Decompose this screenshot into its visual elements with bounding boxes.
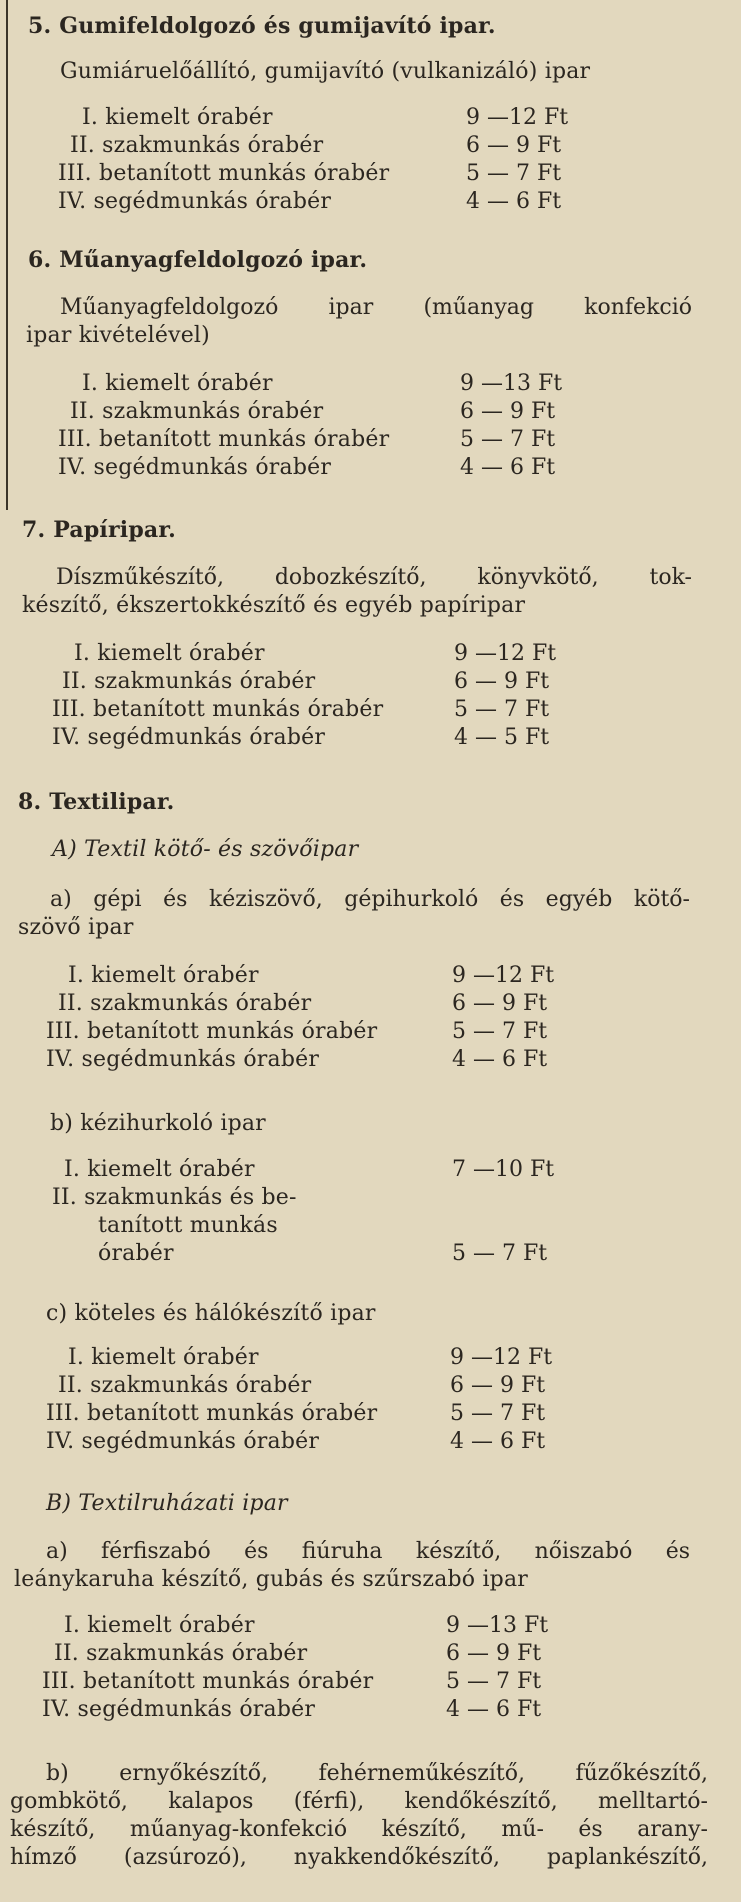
section-8-a-b-row-1-label: I. kiemelt órabér	[64, 1157, 255, 1182]
section-8-a-a-row-4-label: IV. segédmunkás órabér	[46, 1047, 320, 1072]
section-6-row-4-label: IV. segédmunkás órabér	[58, 455, 332, 480]
section-8-b-b-line-3: készítő, műanyag-konfekció készítő, mű- és arany-	[10, 1817, 708, 1842]
section-7-row-3-label: III. betanított munkás órabér	[52, 697, 384, 722]
section-8-b-b-line-2: gombkötő, kalapos (férfi), kendőkészítő, melltartó-	[10, 1789, 708, 1814]
section-5-row-4-rate: 4 — 6 Ft	[466, 189, 562, 214]
section-8-a-b-description: b) kézihurkoló ipar	[50, 1111, 266, 1136]
section-7-description-line-2: készítő, ékszertokkészítő és egyéb papíripar	[22, 593, 526, 618]
section-8-b-a-row-2-label: II. szakmunkás órabér	[54, 1641, 308, 1666]
margin-rule	[6, 0, 8, 510]
section-8-a-a-row-4-rate: 4 — 6 Ft	[452, 1047, 548, 1072]
section-7-row-3-rate: 5 — 7 Ft	[454, 697, 550, 722]
section-7-row-1-rate: 9 —12 Ft	[454, 641, 557, 666]
section-8-a-a-description-line-2: szövő ipar	[18, 915, 134, 940]
section-5-row-2-label: II. szakmunkás órabér	[70, 133, 324, 158]
section-8-title: 8. Textilipar.	[18, 789, 175, 815]
section-8-a-b-row-2-label-line-1: II. szakmunkás és be-	[52, 1185, 297, 1210]
section-8-b-a-row-3-label: III. betanított munkás órabér	[42, 1669, 374, 1694]
section-6-row-3-rate: 5 — 7 Ft	[460, 427, 556, 452]
section-8-a-c-row-2-rate: 6 — 9 Ft	[450, 1373, 546, 1398]
section-8-a-b-row-1-rate: 7 —10 Ft	[452, 1157, 555, 1182]
section-8-b-heading: B) Textilruházati ipar	[46, 1491, 288, 1516]
section-8-a-b-row-2-label-line-2: tanított munkás	[98, 1213, 278, 1238]
section-5-row-1-label: I. kiemelt órabér	[82, 105, 273, 130]
section-5-row-2-rate: 6 — 9 Ft	[466, 133, 562, 158]
section-5-title: 5. Gumifeldolgozó és gumijavító ipar.	[28, 13, 496, 39]
section-6-title: 6. Műanyagfeldolgozó ipar.	[28, 247, 368, 273]
section-8-a-a-row-3-label: III. betanított munkás órabér	[46, 1019, 378, 1044]
section-8-a-c-row-3-rate: 5 — 7 Ft	[450, 1401, 546, 1426]
section-8-a-a-row-3-rate: 5 — 7 Ft	[452, 1019, 548, 1044]
section-6-description-line-1: Műanyagfeldolgozó ipar (műanyag konfekció	[60, 295, 692, 320]
section-7-row-1-label: I. kiemelt órabér	[74, 641, 265, 666]
section-8-a-c-row-1-label: I. kiemelt órabér	[68, 1345, 259, 1370]
section-8-a-a-row-2-label: II. szakmunkás órabér	[58, 991, 312, 1016]
section-8-b-a-description-line-2: leánykaruha készítő, gubás és szűrszabó ipar	[14, 1567, 528, 1592]
section-8-b-b-line-4: hímző (azsúrozó), nyakkendőkészítő, paplankészítő,	[10, 1845, 708, 1870]
section-5-description: Gumiáruelőállító, gumijavító (vulkanizáló) ipar	[60, 59, 591, 84]
section-6-row-2-rate: 6 — 9 Ft	[460, 399, 556, 424]
section-8-b-a-row-3-rate: 5 — 7 Ft	[446, 1669, 542, 1694]
section-8-a-b-row-2-label-line-3: órabér	[98, 1241, 174, 1266]
section-7-title: 7. Papíripar.	[22, 517, 176, 543]
section-5-row-4-label: IV. segédmunkás órabér	[58, 189, 332, 214]
section-8-a-c-description: c) köteles és hálókészítő ipar	[46, 1301, 376, 1326]
section-6-row-3-label: III. betanított munkás órabér	[58, 427, 390, 452]
section-8-a-a-description-line-1: a) gépi és kéziszövő, gépihurkoló és egyéb kötő-	[50, 887, 690, 912]
section-8-a-b-row-2-rate: 5 — 7 Ft	[452, 1241, 548, 1266]
section-7-row-4-label: IV. segédmunkás órabér	[52, 725, 326, 750]
section-8-a-heading: A) Textil kötő- és szövőipar	[52, 837, 359, 862]
section-6-row-1-rate: 9 —13 Ft	[460, 371, 563, 396]
section-6-row-2-label: II. szakmunkás órabér	[70, 399, 324, 424]
section-8-b-b-line-1: b) ernyőkészítő, fehérneműkészítő, fűzőkészítő,	[46, 1761, 708, 1786]
section-5-row-3-label: III. betanított munkás órabér	[58, 161, 390, 186]
section-8-a-c-row-4-label: IV. segédmunkás órabér	[46, 1429, 320, 1454]
section-8-a-c-row-2-label: II. szakmunkás órabér	[58, 1373, 312, 1398]
section-7-description-line-1: Díszműkészítő, dobozkészítő, könyvkötő, tok-	[56, 565, 692, 590]
section-5-row-3-rate: 5 — 7 Ft	[466, 161, 562, 186]
section-8-a-a-row-1-rate: 9 —12 Ft	[452, 963, 555, 988]
section-6-description-line-2: ipar kivételével)	[26, 323, 210, 348]
section-6-row-1-label: I. kiemelt órabér	[82, 371, 273, 396]
section-7-row-4-rate: 4 — 5 Ft	[454, 725, 550, 750]
section-8-b-a-description-line-1: a) férfiszabó és fiúruha készítő, nőiszabó és	[46, 1539, 690, 1564]
section-8-a-a-row-2-rate: 6 — 9 Ft	[452, 991, 548, 1016]
section-8-a-c-row-3-label: III. betanított munkás órabér	[46, 1401, 378, 1426]
section-5-row-1-rate: 9 —12 Ft	[466, 105, 569, 130]
section-8-b-a-row-4-rate: 4 — 6 Ft	[446, 1697, 542, 1722]
section-8-b-a-row-1-label: I. kiemelt órabér	[64, 1613, 255, 1638]
section-6-row-4-rate: 4 — 6 Ft	[460, 455, 556, 480]
section-8-a-c-row-4-rate: 4 — 6 Ft	[450, 1429, 546, 1454]
section-7-row-2-label: II. szakmunkás órabér	[62, 669, 316, 694]
section-8-a-c-row-1-rate: 9 —12 Ft	[450, 1345, 553, 1370]
section-7-row-2-rate: 6 — 9 Ft	[454, 669, 550, 694]
section-8-b-a-row-4-label: IV. segédmunkás órabér	[42, 1697, 316, 1722]
section-8-a-a-row-1-label: I. kiemelt órabér	[68, 963, 259, 988]
section-8-b-a-row-2-rate: 6 — 9 Ft	[446, 1641, 542, 1666]
section-8-b-a-row-1-rate: 9 —13 Ft	[446, 1613, 549, 1638]
